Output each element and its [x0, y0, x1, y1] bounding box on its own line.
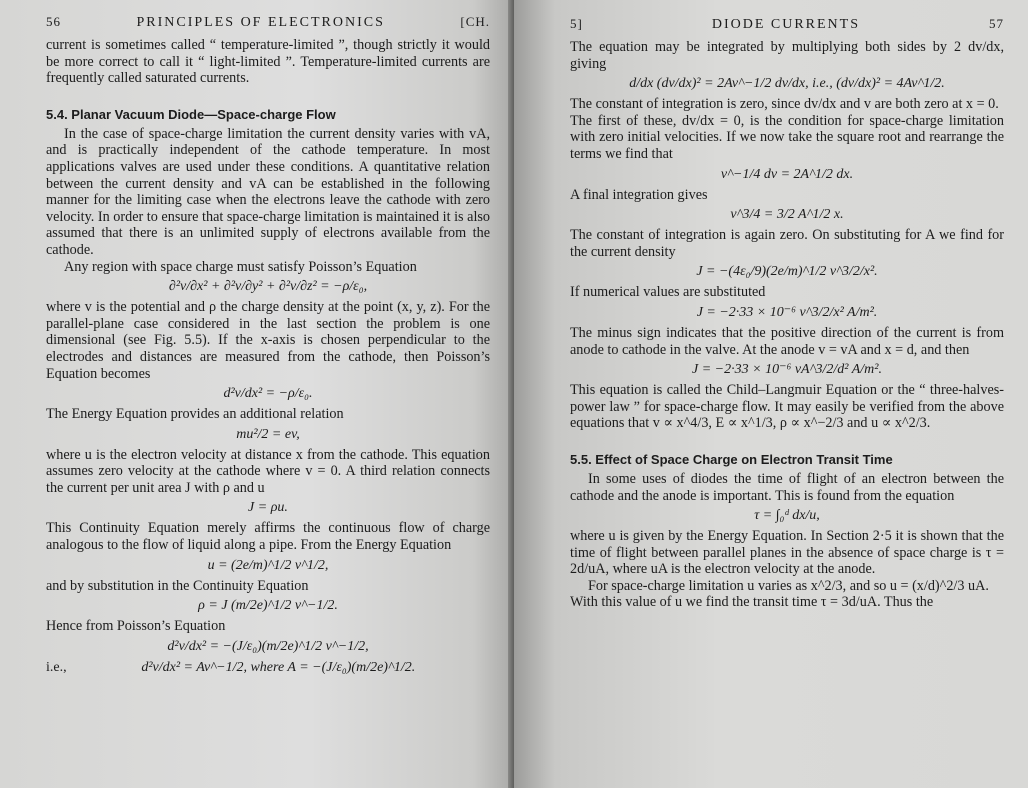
chapter-mark: [CH. [460, 14, 490, 29]
paragraph: For space-charge limitation u varies as x^2/3, and so u = (x/d)^2/3 uA. [588, 577, 989, 594]
equation-final-integration: v^3/4 = 3/2 A^1/2 x. [730, 207, 844, 223]
paragraph: With this value of u we find the transit time τ = 3d/uA. Thus the [570, 594, 934, 611]
paragraph: and by substitution in the Continuity Equation [46, 577, 309, 594]
paragraph: If numerical values are substituted [570, 284, 766, 301]
chapter-mark: 5] [570, 16, 583, 31]
section-heading: 5.5. Effect of Space Charge on Electron Transit Time [570, 451, 893, 467]
equation-continuity: J = ρu. [248, 500, 288, 516]
paragraph: Hence from Poisson’s Equation [46, 618, 226, 635]
paragraph: The first of these, dv/dx = 0, is the condition for space-charge limitation with zero initial velocities. If we now take the square root and rearrange the terms we find that [570, 112, 1004, 162]
equation-integrate: d/dx (dv/dx)² = 2Av^−1/2 dv/dx, i.e., (dv/dx)² = 4Av^1/2. [629, 76, 945, 92]
paragraph: where u is the electron velocity at distance x from the cathode. This equation assumes zero velocity at the cathode where v = 0. A third relation connects the current per unit area J with ρ and u [46, 446, 490, 496]
paragraph: A final integration gives [570, 186, 708, 203]
left-page-header [46, 14, 490, 31]
equation-current-density: J = −(4ε₀/9)(2e/m)^1/2 v^3/2/x². [696, 264, 878, 280]
equation-with-A [46, 659, 490, 677]
equation-second-derivative: d²v/dx² = −(J/ε₀)(m/2e)^1/2 v^−1/2, [167, 638, 369, 654]
section-heading: 5.4. Planar Vacuum Diode—Space-charge Flow [46, 106, 336, 122]
running-title: PRINCIPLES OF ELECTRONICS [136, 15, 385, 30]
paragraph: The minus sign indicates that the positive direction of the current is from anode to cathode in the valve. At the anode v = vA and x = d, and then [570, 324, 1004, 358]
paragraph: This Continuity Equation merely affirms the continuous flow of charge analogous to the flow of liquid along a pipe. From the Energy Equation [46, 520, 490, 554]
right-page-header [570, 16, 1004, 33]
ie-label: i.e., [46, 659, 67, 675]
equation-transit-time: τ = ∫₀ᵈ dx/u, [754, 508, 820, 524]
equation-sqrt: v^−1/4 dv = 2A^1/2 dx. [720, 166, 854, 182]
right-page [514, 0, 1028, 788]
equation-velocity: u = (2e/m)^1/2 v^1/2, [207, 557, 329, 573]
paragraph: The constant of integration is zero, since dv/dx and v are both zero at x = 0. [570, 96, 999, 113]
paragraph: In some uses of diodes the time of flight of an electron between the cathode and the anode is important. This is found from the equation [570, 470, 1004, 504]
paragraph: Any region with space charge must satisfy Poisson’s Equation [64, 258, 417, 275]
equation-A-text: d²v/dx² = Av^−1/2, where A = −(J/ε₀)(m/2e)^1/2. [141, 659, 416, 675]
equation-poisson: ∂²v/∂x² + ∂²v/∂y² + ∂²v/∂z² = −ρ/ε₀, [168, 279, 368, 295]
paragraph: current is sometimes called “ temperature-limited ”, though strictly it would be more correct to call it “ light-limited ”. Temperature-limited currents are frequently called saturated currents. [46, 37, 490, 87]
equation-poisson-1d: d²v/dx² = −ρ/ε₀. [223, 386, 313, 402]
paragraph: The constant of integration is again zero. On substituting for A we find for the current density [570, 227, 1004, 260]
running-title: DIODE CURRENTS [711, 17, 860, 32]
paragraph: The Energy Equation provides an additional relation [46, 406, 344, 423]
paragraph: where v is the potential and ρ the charge density at the point (x, y, z). For the parallel-plane case considered in the last section the problem is one dimensional (see Fig. 5.5). If the x-axis is chosen perpendicular to the electrodes and distances are measured from the cathode, then Poisson’s Equation becomes [46, 299, 490, 382]
equation-current-numeric: J = −2·33 × 10⁻⁶ v^3/2/x² A/m². [696, 304, 878, 320]
equation-energy: mu²/2 = ev, [236, 426, 300, 442]
page-number: 56 [46, 14, 61, 29]
paragraph: This equation is called the Child–Langmuir Equation or the “ three-halves-power law ” for space-charge flow. It may easily be verified from the above equations that v ∝ x^4/3, E ∝ x^1/3, ρ ∝ x^−2/3 and u ∝ x^2/3. [570, 382, 1004, 432]
equation-charge-density: ρ = J (m/2e)^1/2 v^−1/2. [198, 598, 338, 614]
paragraph: In the case of space-charge limitation the current density varies with vA, and is practically independent of the cathode temperature. In most applications valves are used under these conditions. A quantitative relation between the current density and vA can be established in the following manner for the limiting case when the electrons leave the cathode with zero velocity. In order to ensure that space-charge limitation is maintained it is also assumed that there is an unlimited supply of electrons available from the cathode. [46, 125, 490, 258]
paragraph: The equation may be integrated by multiplying both sides by 2 dv/dx, giving [570, 39, 1004, 72]
paragraph: where u is given by the Energy Equation. In Section 2·5 it is shown that the time of flight between parallel planes in the absence of space charge is τ = 2d/uA, where uA is the electron velocity at the anode. [570, 528, 1004, 578]
page-number: 57 [988, 16, 1004, 31]
equation-current-anode: J = −2·33 × 10⁻⁶ vA^3/2/d² A/m². [692, 362, 882, 378]
